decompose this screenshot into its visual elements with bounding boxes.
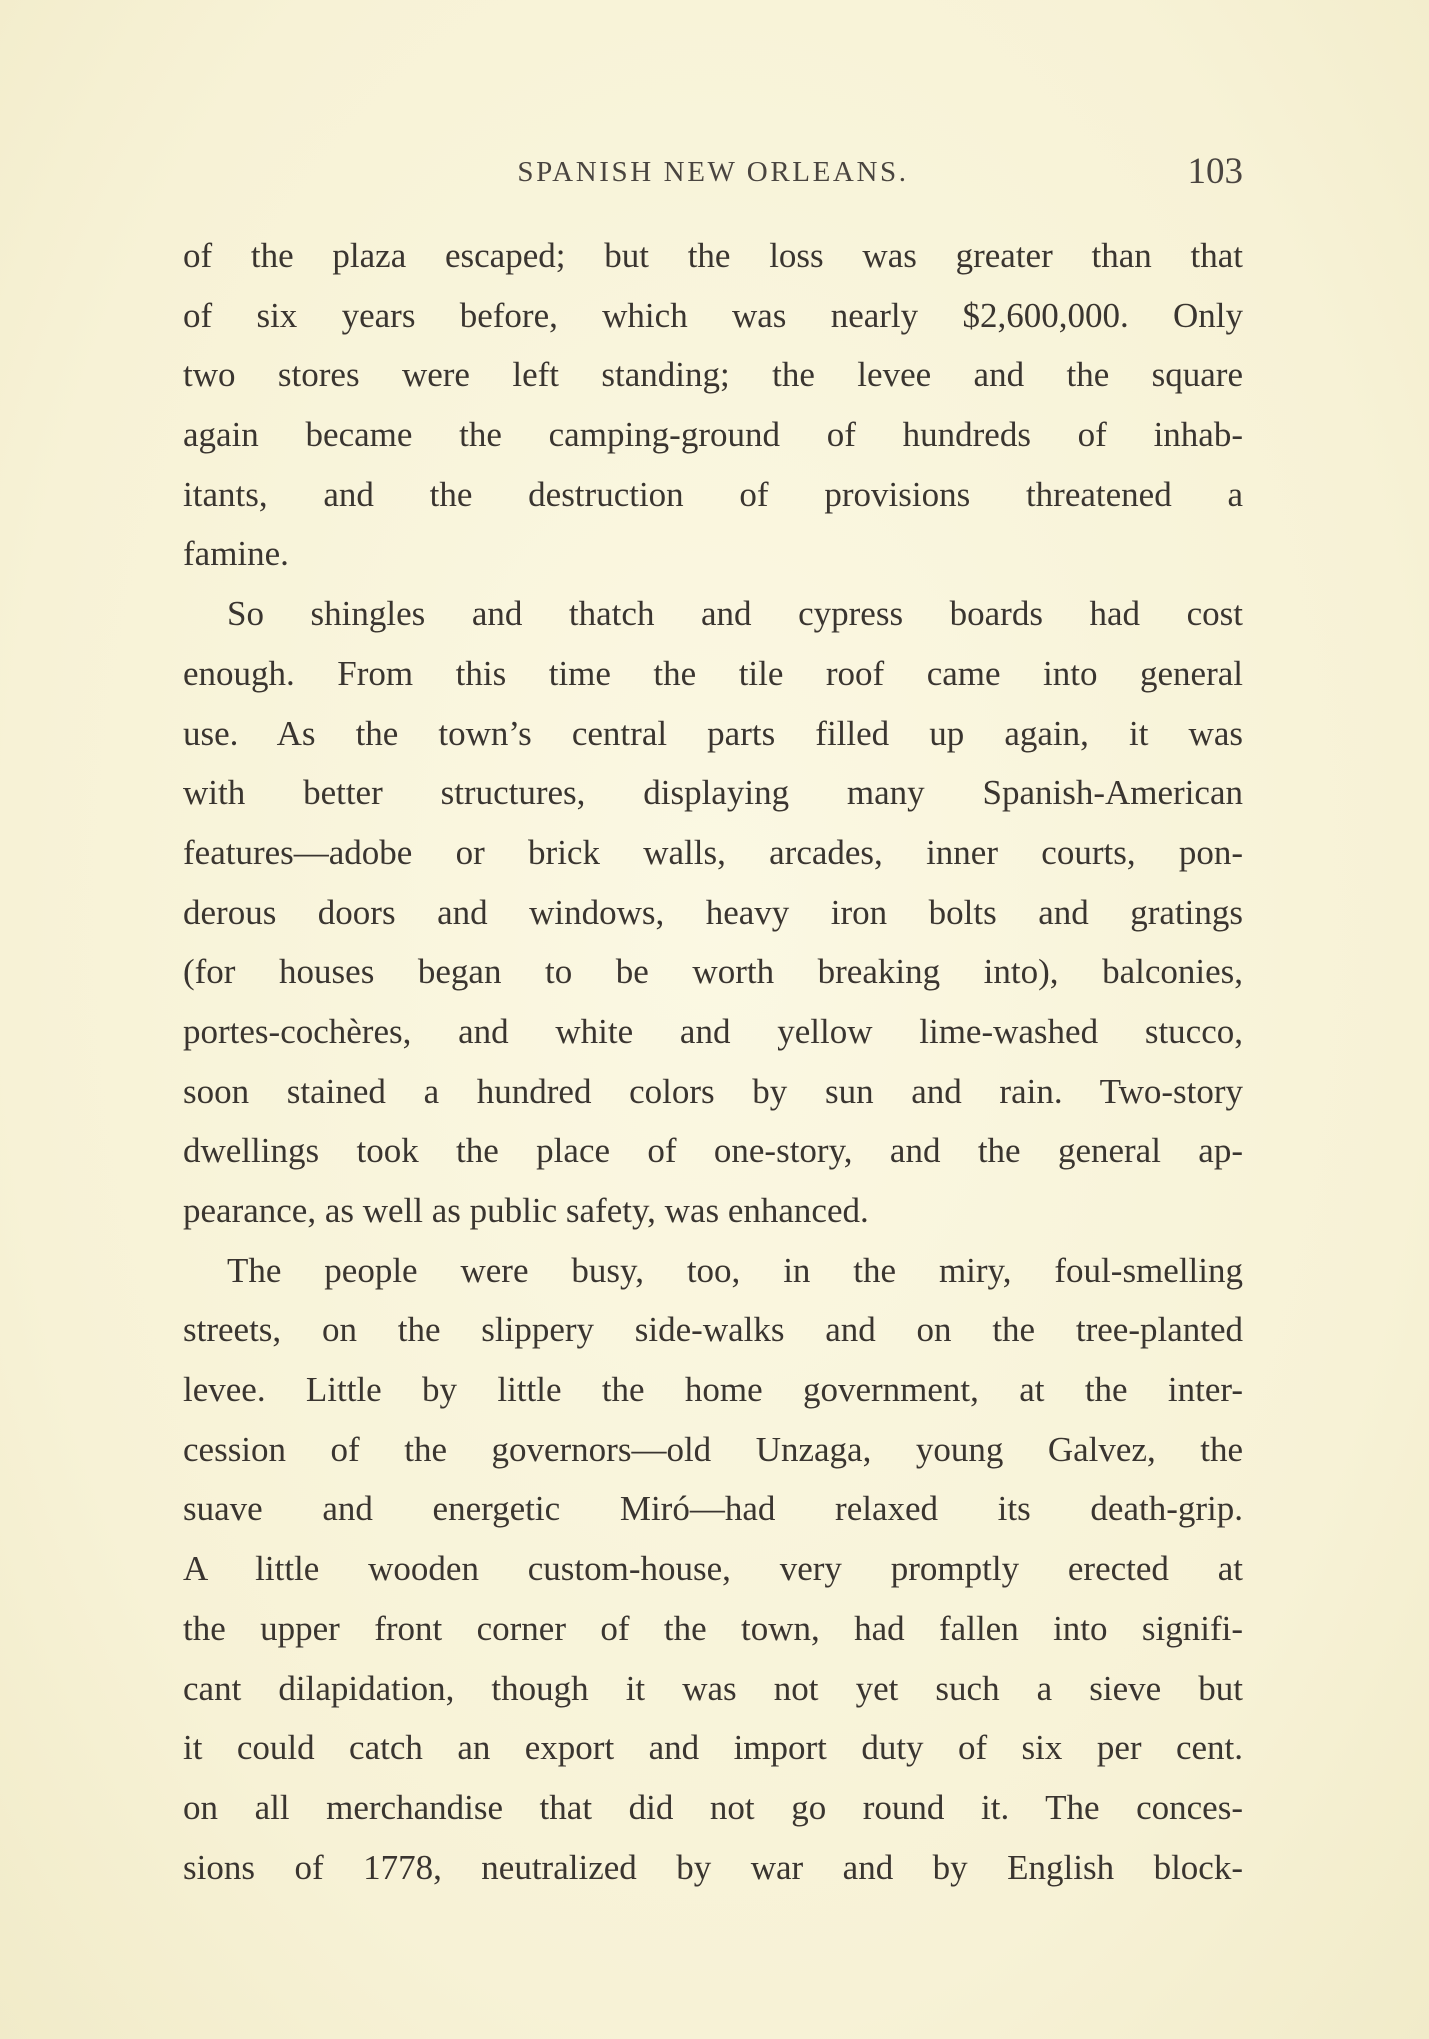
text-line: suave and energetic Miró—had relaxed its death-grip. <box>183 1489 1243 1529</box>
text-line: A little wooden custom-house, very promptly erected at <box>183 1549 1243 1589</box>
text-line: the upper front corner of the town, had fallen into signifi- <box>183 1608 1243 1648</box>
text-line: again became the camping-ground of hundreds of inhab- <box>183 415 1243 455</box>
text-line: features—adobe or brick walls, arcades, inner courts, pon- <box>183 832 1243 872</box>
text-line: portes-cochères, and white and yellow lime-washed stucco, <box>183 1011 1243 1051</box>
page-header <box>183 150 1243 200</box>
text-line: with better structures, displaying many Spanish-American <box>183 773 1243 813</box>
text-line: sions of 1778, neutralized by war and by English block- <box>183 1847 1243 1887</box>
text-line: The people were busy, too, in the miry, foul-smelling <box>227 1250 1243 1290</box>
running-title: SPANISH NEW ORLEANS. <box>517 156 909 188</box>
text-line: of the plaza escaped; but the loss was greater than that <box>183 236 1243 275</box>
text-line: cant dilapidation, though it was not yet such a sieve but <box>183 1668 1243 1708</box>
text-line: itants, and the destruction of provisions threatened a <box>183 474 1243 514</box>
text-line: pearance, as well as public safety, was enhanced. <box>183 1191 869 1230</box>
text-line: derous doors and windows, heavy iron bolts and gratings <box>183 892 1243 932</box>
text-line: levee. Little by little the home government, at the inter- <box>183 1370 1243 1410</box>
text-line: it could catch an export and import duty of six per cent. <box>183 1728 1243 1768</box>
text-line: enough. From this time the tile roof came into general <box>183 653 1243 693</box>
text-line: soon stained a hundred colors by sun and rain. Two-story <box>183 1071 1243 1111</box>
text-line: famine. <box>183 534 289 574</box>
text-line: streets, on the slippery side-walks and on the tree-planted <box>183 1310 1243 1350</box>
text-line: dwellings took the place of one-story, and the general ap- <box>183 1131 1243 1171</box>
text-line: on all merchandise that did not go round it. The conces- <box>183 1787 1243 1827</box>
text-line: of six years before, which was nearly $2,600,000. Only <box>183 295 1243 335</box>
text-line: (for houses began to be worth breaking into), balconies, <box>183 952 1243 992</box>
text-line: two stores were left standing; the levee and the square <box>183 355 1243 395</box>
text-line: cession of the governors—old Unzaga, young Galvez, the <box>183 1429 1243 1469</box>
text-line: use. As the town’s central parts filled up again, it was <box>183 713 1243 753</box>
text-line: So shingles and thatch and cypress boards had cost <box>227 594 1243 634</box>
page-number: 103 <box>1187 151 1243 192</box>
body-text <box>183 226 1243 1897</box>
